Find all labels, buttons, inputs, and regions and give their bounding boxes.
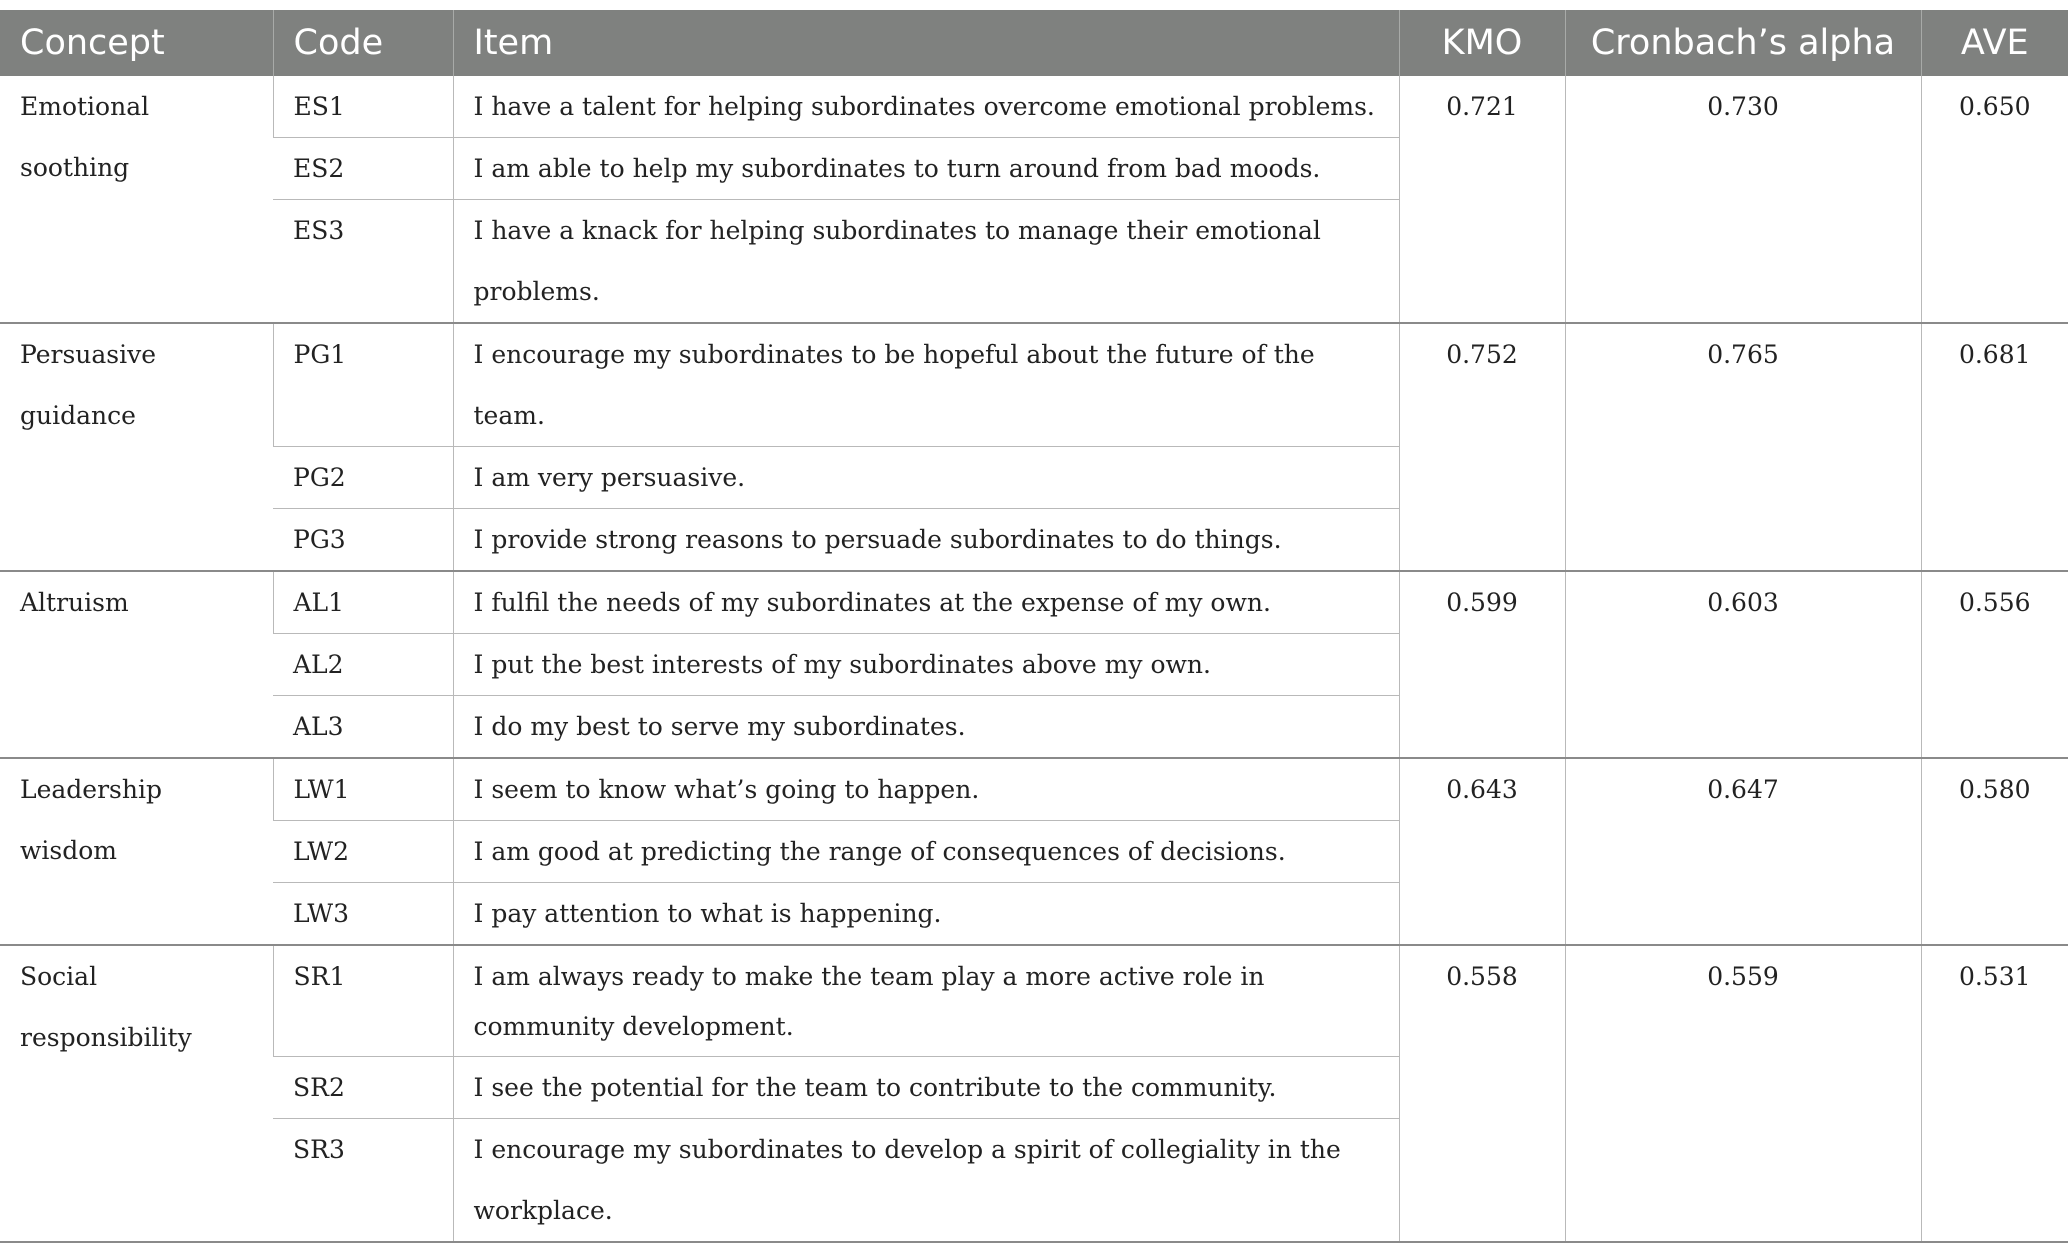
alpha-cell: 0.559 (1565, 945, 1921, 1242)
item-cell: I encourage my subordinates to develop a spirit of collegiality in the workplace. (453, 1119, 1399, 1243)
header-kmo: KMO (1399, 10, 1565, 76)
header-concept: Concept (0, 10, 273, 76)
table-body (0, 76, 2068, 1242)
code-cell: LW3 (273, 883, 453, 946)
code-cell: SR2 (273, 1057, 453, 1119)
item-cell: I am good at predicting the range of consequences of decisions. (453, 821, 1399, 883)
code-cell: ES2 (273, 138, 453, 200)
code-cell: PG2 (273, 447, 453, 509)
code-cell: PG1 (273, 323, 453, 447)
kmo-cell: 0.752 (1399, 323, 1565, 571)
concept-cell: Leadership wisdom (0, 758, 273, 945)
alpha-cell: 0.647 (1565, 758, 1921, 945)
ave-cell: 0.531 (1921, 945, 2068, 1242)
header-code: Code (273, 10, 453, 76)
item-cell: I see the potential for the team to contribute to the community. (453, 1057, 1399, 1119)
kmo-cell: 0.599 (1399, 571, 1565, 758)
item-cell: I have a knack for helping subordinates to manage their emotional problems. (453, 200, 1399, 324)
item-cell: I fulfil the needs of my subordinates at the expense of my own. (453, 571, 1399, 634)
table-row (0, 758, 2068, 821)
code-cell: LW2 (273, 821, 453, 883)
code-cell: AL3 (273, 696, 453, 759)
concept-cell: Altruism (0, 571, 273, 758)
code-cell: LW1 (273, 758, 453, 821)
code-cell: ES3 (273, 200, 453, 324)
header-row (0, 10, 2068, 76)
kmo-cell: 0.643 (1399, 758, 1565, 945)
item-cell: I do my best to serve my subordinates. (453, 696, 1399, 759)
code-cell: PG3 (273, 509, 453, 572)
header-item: Item (453, 10, 1399, 76)
ave-cell: 0.681 (1921, 323, 2068, 571)
item-cell: I encourage my subordinates to be hopeful about the future of the team. (453, 323, 1399, 447)
item-cell: I put the best interests of my subordinates above my own. (453, 634, 1399, 696)
item-cell: I pay attention to what is happening. (453, 883, 1399, 946)
table-row (0, 571, 2068, 634)
header-ave: AVE (1921, 10, 2068, 76)
item-cell: I am able to help my subordinates to turn around from bad moods. (453, 138, 1399, 200)
alpha-cell: 0.765 (1565, 323, 1921, 571)
ave-cell: 0.650 (1921, 76, 2068, 323)
concept-cell: Social responsibility (0, 945, 273, 1242)
code-cell: AL1 (273, 571, 453, 634)
item-cell: I am always ready to make the team play a more active role in community development. (453, 945, 1399, 1057)
header-alpha: Cronbach’s alpha (1565, 10, 1921, 76)
code-cell: ES1 (273, 76, 453, 138)
code-cell: AL2 (273, 634, 453, 696)
ave-cell: 0.556 (1921, 571, 2068, 758)
table-row (0, 323, 2068, 447)
concept-cell: Persuasive guidance (0, 323, 273, 571)
table-header (0, 10, 2068, 76)
table-row (0, 945, 2068, 1057)
item-cell: I am very persuasive. (453, 447, 1399, 509)
kmo-cell: 0.721 (1399, 76, 1565, 323)
code-cell: SR3 (273, 1119, 453, 1243)
item-cell: I seem to know what’s going to happen. (453, 758, 1399, 821)
alpha-cell: 0.603 (1565, 571, 1921, 758)
item-cell: I have a talent for helping subordinates overcome emotional problems. (453, 76, 1399, 138)
code-cell: SR1 (273, 945, 453, 1057)
concept-cell: Emotional soothing (0, 76, 273, 323)
ave-cell: 0.580 (1921, 758, 2068, 945)
kmo-cell: 0.558 (1399, 945, 1565, 1242)
table-row (0, 76, 2068, 138)
results-table (0, 10, 2068, 1243)
item-cell: I provide strong reasons to persuade subordinates to do things. (453, 509, 1399, 572)
alpha-cell: 0.730 (1565, 76, 1921, 323)
